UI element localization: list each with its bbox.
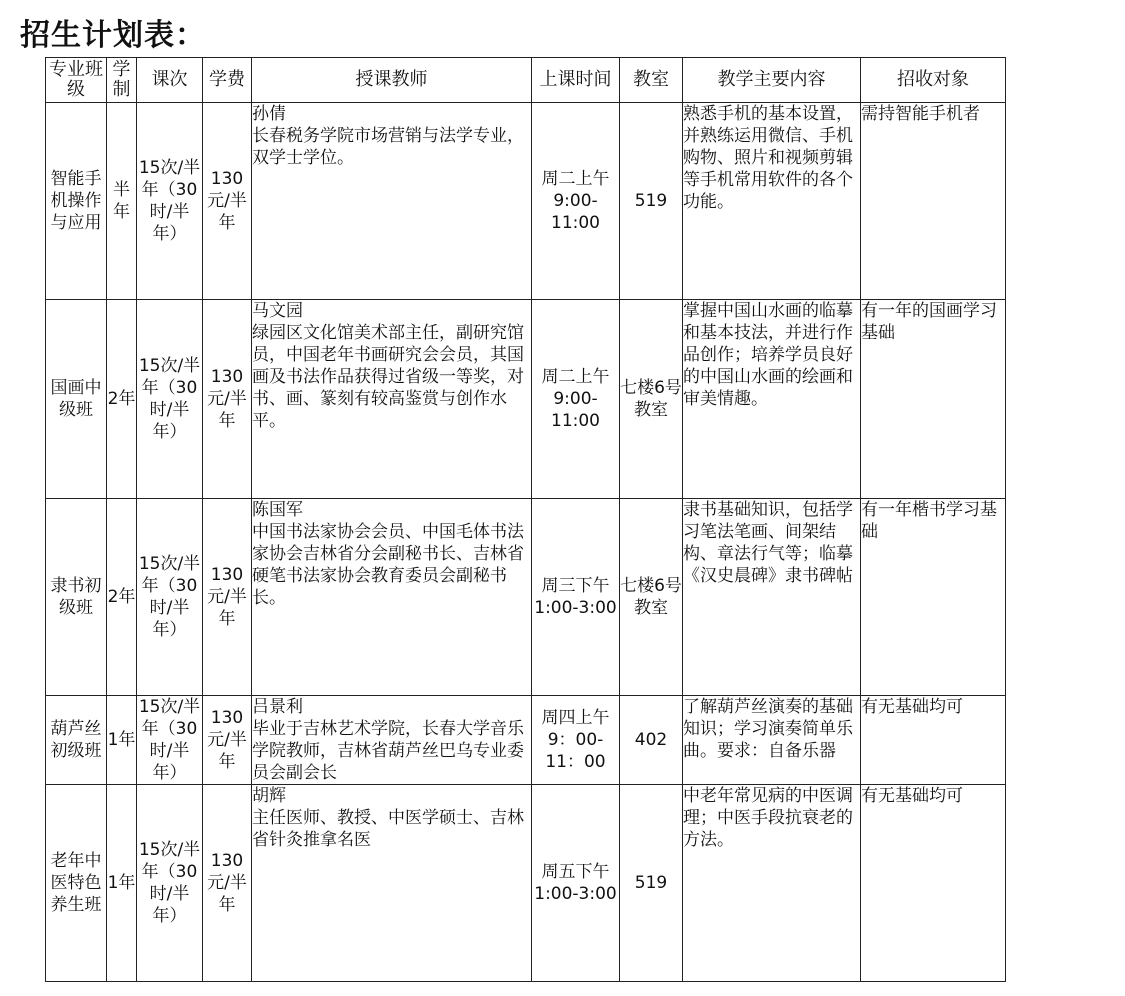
teacher-cell: [252, 103, 532, 300]
fee-cell: 130元/半年: [203, 785, 252, 982]
sessions-cell: 15次/半年（30时/半年）: [137, 696, 203, 785]
teacher-cell: [252, 696, 532, 785]
teacher-cell: [252, 300, 532, 499]
teacher-bio: 毕业于吉林艺术学院，长春大学音乐学院教师，吉林省葫芦丝巴乌专业委员会副会长: [252, 719, 524, 783]
table-row: [46, 103, 1006, 300]
header-name: 专业班级: [46, 58, 107, 103]
schedule-cell: 周二上午 9:00-11:00: [532, 300, 620, 499]
duration-cell: 1年: [107, 785, 137, 982]
header-time: 上课时间: [532, 58, 620, 103]
class-name-cell: 国画中级班: [46, 300, 107, 499]
target-cell: 有无基础均可: [861, 785, 1006, 982]
table-row: [46, 696, 1006, 785]
teacher-bio: 长春税务学院市场营销与法学专业，双学士学位。: [252, 126, 524, 168]
teacher-cell: [252, 499, 532, 696]
target-cell: 需持智能手机者: [861, 103, 1006, 300]
teacher-name: 孙倩: [252, 104, 286, 124]
table-row: [46, 785, 1006, 982]
sessions-cell: 15次/半年（30时/半年）: [137, 103, 203, 300]
schedule-cell: 周五下午 1:00-3:00: [532, 785, 620, 982]
classroom-cell: 七楼6号教室: [620, 300, 683, 499]
classroom-cell: 402: [620, 696, 683, 785]
teacher-bio: 绿园区文化馆美术部主任，副研究馆员，中国老年书画研究会会员，其国画及书法作品获得过省级一等奖，对书、画、篆刻有较高鉴赏与创作水平。: [252, 323, 524, 431]
fee-cell: 130元/半年: [203, 696, 252, 785]
target-cell: 有无基础均可: [861, 696, 1006, 785]
fee-cell: 130元/半年: [203, 300, 252, 499]
class-name-cell: 智能手机操作与应用: [46, 103, 107, 300]
class-name-cell: 葫芦丝初级班: [46, 696, 107, 785]
target-cell: 有一年的国画学习基础: [861, 300, 1006, 499]
target-cell: 有一年楷书学习基础: [861, 499, 1006, 696]
content-cell: 了解葫芦丝演奏的基础知识；学习演奏简单乐曲。要求：自备乐器: [683, 696, 861, 785]
classroom-cell: 519: [620, 785, 683, 982]
duration-cell: 2年: [107, 499, 137, 696]
teacher-bio: 中国书法家协会会员、中国毛体书法家协会吉林省分会副秘书长、吉林省硬笔书法家协会教育委员会副秘书长。: [252, 522, 524, 608]
header-target: 招收对象: [861, 58, 1006, 103]
header-room: 教室: [620, 58, 683, 103]
table-header-row: [46, 58, 1006, 103]
table-row: [46, 300, 1006, 499]
schedule-cell: 周二上午 9:00-11:00: [532, 103, 620, 300]
header-content: 教学主要内容: [683, 58, 861, 103]
teacher-bio: 主任医师、教授、中医学硕士、吉林省针灸推拿名医: [252, 808, 524, 850]
content-cell: 掌握中国山水画的临摹和基本技法，并进行作品创作；培养学员良好的中国山水画的绘画和审美情趣。: [683, 300, 861, 499]
sessions-cell: 15次/半年（30时/半年）: [137, 300, 203, 499]
page-title: 招生计划表：: [20, 18, 206, 53]
teacher-name: 胡辉: [252, 786, 286, 806]
sessions-cell: 15次/半年（30时/半年）: [137, 785, 203, 982]
teacher-name: 马文园: [252, 301, 303, 321]
duration-cell: 半年: [107, 103, 137, 300]
content-cell: 熟悉手机的基本设置，并熟练运用微信、手机购物、照片和视频剪辑等手机常用软件的各个功能。: [683, 103, 861, 300]
content-cell: 中老年常见病的中医调理；中医手段抗衰老的方法。: [683, 785, 861, 982]
teacher-name: 陈国军: [252, 500, 303, 520]
content-cell: 隶书基础知识，包括学习笔法笔画、间架结构、章法行气等；临摹《汉史晨碑》隶书碑帖: [683, 499, 861, 696]
enrollment-plan-table: [45, 57, 1006, 982]
duration-cell: 2年: [107, 300, 137, 499]
header-teacher: 授课教师: [252, 58, 532, 103]
header-duration: 学制: [107, 58, 137, 103]
fee-cell: 130元/半年: [203, 499, 252, 696]
schedule-cell: 周三下午 1:00-3:00: [532, 499, 620, 696]
classroom-cell: 519: [620, 103, 683, 300]
classroom-cell: 七楼6号教室: [620, 499, 683, 696]
header-fee: 学费: [203, 58, 252, 103]
teacher-cell: [252, 785, 532, 982]
class-name-cell: 老年中医特色养生班: [46, 785, 107, 982]
sessions-cell: 15次/半年（30时/半年）: [137, 499, 203, 696]
teacher-name: 吕景利: [252, 697, 303, 717]
class-name-cell: 隶书初级班: [46, 499, 107, 696]
schedule-cell: 周四上午 9：00-11：00: [532, 696, 620, 785]
duration-cell: 1年: [107, 696, 137, 785]
table-row: [46, 499, 1006, 696]
fee-cell: 130元/半年: [203, 103, 252, 300]
header-sessions: 课次: [137, 58, 203, 103]
